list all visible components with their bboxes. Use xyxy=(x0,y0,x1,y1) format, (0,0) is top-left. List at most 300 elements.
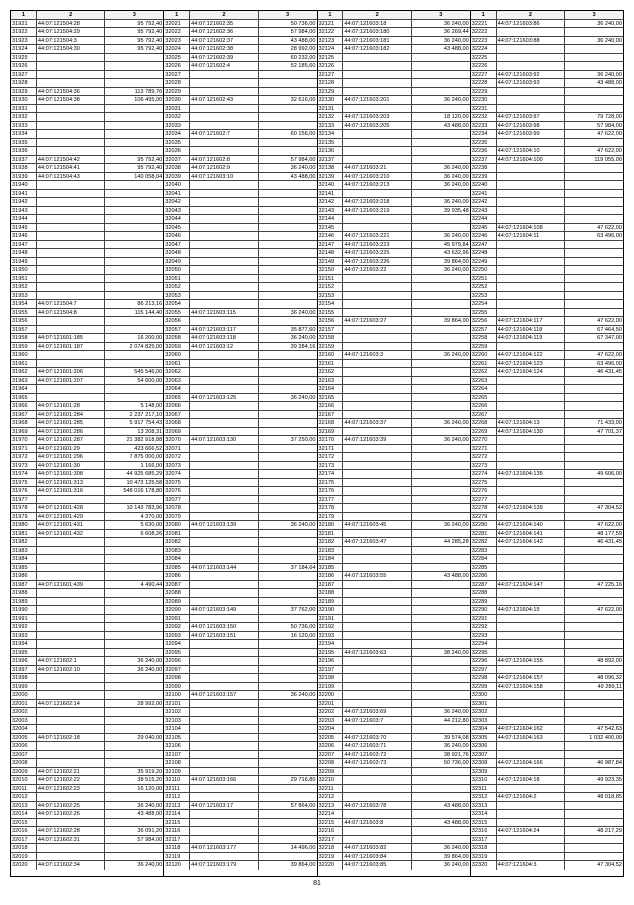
cadastral-number xyxy=(343,385,412,393)
cadastral-number: 44:07:121604:3 xyxy=(497,861,566,870)
value xyxy=(565,640,623,648)
table-row xyxy=(471,564,623,573)
table-row xyxy=(471,751,623,760)
cadastral-number xyxy=(497,555,566,563)
cadastral-number: 44:07:121603:149 xyxy=(190,606,259,614)
cadastral-number: 44:07:121604:147 xyxy=(497,581,566,589)
cadastral-number xyxy=(497,513,566,521)
value: 71 433,00 xyxy=(597,420,622,426)
cadastral-number xyxy=(37,54,106,62)
cadastral-number xyxy=(343,88,412,96)
cadastral-number xyxy=(190,181,259,189)
cadastral-number: 44:07:121604:158 xyxy=(497,683,566,691)
table-row xyxy=(471,776,623,785)
row-number: 32062 xyxy=(164,368,190,376)
value xyxy=(105,708,163,716)
row-number: 32225 xyxy=(471,54,497,62)
cadastral-number xyxy=(190,453,259,461)
table-row xyxy=(471,768,623,777)
table-row xyxy=(471,241,623,250)
cadastral-number xyxy=(190,598,259,606)
header-cell: 1 xyxy=(164,11,190,19)
value xyxy=(105,394,163,402)
row-number: 32102 xyxy=(164,708,190,716)
row-number: 32093 xyxy=(164,632,190,640)
cadastral-number: 44:07:121602:26 xyxy=(37,810,106,818)
value xyxy=(105,54,163,62)
table-row xyxy=(164,496,316,505)
row-number: 32180 xyxy=(318,521,344,529)
value: 47 622,00 xyxy=(597,352,622,358)
value xyxy=(105,598,163,606)
value xyxy=(565,844,623,852)
value: 36 240,00 xyxy=(443,97,469,103)
row-number: 32066 xyxy=(164,402,190,410)
value xyxy=(105,853,163,861)
table-row xyxy=(471,351,623,360)
row-number: 32158 xyxy=(318,334,344,342)
value xyxy=(105,751,163,759)
cadastral-number xyxy=(343,666,412,674)
value xyxy=(412,105,470,113)
row-number: 32299 xyxy=(471,683,497,691)
table-row xyxy=(318,521,470,530)
cadastral-number xyxy=(343,615,412,623)
table-row xyxy=(164,122,316,131)
cadastral-number xyxy=(190,683,259,691)
table-row xyxy=(164,836,316,845)
value xyxy=(565,708,623,716)
table-row xyxy=(318,326,470,335)
register-table xyxy=(10,10,624,877)
row-number: 31991 xyxy=(11,615,37,623)
value: 32 616,00 xyxy=(290,97,316,103)
value: 38 240,00 xyxy=(443,649,469,656)
table-row xyxy=(164,198,316,207)
cadastral-number xyxy=(343,691,412,699)
value xyxy=(259,657,317,665)
row-number: 32009 xyxy=(11,768,37,776)
row-number: 32056 xyxy=(164,317,190,325)
table-row xyxy=(164,640,316,649)
row-number: 31921 xyxy=(11,20,37,28)
table-row xyxy=(11,334,163,343)
value: 29 716,80 xyxy=(290,777,316,783)
cadastral-number xyxy=(190,88,259,96)
value xyxy=(105,232,163,240)
cadastral-number xyxy=(343,504,412,512)
row-number: 32301 xyxy=(471,700,497,708)
table-row xyxy=(471,555,623,564)
cadastral-number xyxy=(497,708,566,716)
row-number: 31941 xyxy=(11,190,37,198)
cadastral-number: 44:07:121603:99 xyxy=(497,130,566,138)
cadastral-number: 44:07:121603:27 xyxy=(343,317,412,325)
table-row xyxy=(164,819,316,828)
row-number: 32151 xyxy=(318,275,344,283)
value xyxy=(412,776,470,784)
cadastral-number xyxy=(343,479,412,487)
table-row xyxy=(318,394,470,403)
row-number: 32185 xyxy=(318,564,344,572)
table-row xyxy=(11,453,163,462)
table-row xyxy=(471,810,623,819)
value xyxy=(565,88,623,96)
table-row xyxy=(318,453,470,462)
value xyxy=(412,156,470,164)
value: 35 919,20 xyxy=(137,768,163,775)
table-row xyxy=(164,343,316,352)
row-number: 32133 xyxy=(318,122,344,130)
value xyxy=(105,572,163,580)
cadastral-number: 44:07:121601:207 xyxy=(37,377,106,385)
row-number: 31998 xyxy=(11,674,37,682)
cadastral-number: 44:07:121603:86 xyxy=(497,20,566,28)
table-row xyxy=(471,79,623,88)
table-row xyxy=(11,351,163,360)
cadastral-number xyxy=(497,751,566,759)
row-number: 32258 xyxy=(471,334,497,342)
row-number: 31982 xyxy=(11,538,37,546)
row-number: 32021 xyxy=(164,20,190,28)
table-row xyxy=(318,785,470,794)
value xyxy=(412,394,470,402)
table-row xyxy=(471,666,623,675)
table-row xyxy=(318,317,470,326)
value xyxy=(565,173,623,181)
table-row xyxy=(471,513,623,522)
value xyxy=(565,691,623,699)
value xyxy=(105,326,163,334)
value xyxy=(105,181,163,189)
cadastral-number xyxy=(190,504,259,512)
value xyxy=(259,402,317,410)
cadastral-number xyxy=(497,564,566,572)
cadastral-number xyxy=(37,615,106,623)
value: 36 240,00 xyxy=(443,437,469,443)
cadastral-number xyxy=(343,428,412,436)
value: 29 040,00 xyxy=(137,734,163,741)
value xyxy=(565,62,623,70)
row-number: 31987 xyxy=(11,581,37,589)
table-row xyxy=(164,368,316,377)
header-cell: 2 xyxy=(497,11,566,19)
row-number: 32130 xyxy=(318,96,344,104)
cadastral-number xyxy=(343,657,412,665)
value: 47 701,37 xyxy=(597,428,622,435)
cadastral-number xyxy=(343,190,412,198)
value xyxy=(259,258,317,266)
cadastral-number: 44:07:121603:10 xyxy=(190,173,259,181)
value xyxy=(412,385,470,393)
value: 48 096,32 xyxy=(597,675,622,681)
value: 36 240,00 xyxy=(290,165,316,171)
cadastral-number xyxy=(343,768,412,776)
value: 46 431,45 xyxy=(597,369,622,375)
table-row xyxy=(11,751,163,760)
cadastral-number xyxy=(190,317,259,325)
cadastral-number: 44:07:121604:24 xyxy=(497,827,566,835)
cadastral-number xyxy=(190,292,259,300)
value: 4 490,44 xyxy=(140,581,163,588)
row-number: 32189 xyxy=(318,598,344,606)
table-row xyxy=(318,71,470,80)
row-number: 32017 xyxy=(11,836,37,844)
value: 39 864,00 xyxy=(290,862,316,868)
row-number: 32026 xyxy=(164,62,190,70)
cadastral-number xyxy=(37,147,106,155)
value xyxy=(259,105,317,113)
value xyxy=(412,827,470,835)
cadastral-number xyxy=(37,139,106,147)
value xyxy=(565,632,623,640)
cadastral-number xyxy=(343,725,412,733)
cadastral-number xyxy=(497,411,566,419)
value xyxy=(565,700,623,708)
cadastral-number xyxy=(37,793,106,801)
row-number: 32028 xyxy=(164,79,190,87)
value xyxy=(105,538,163,546)
table-row xyxy=(471,827,623,836)
row-number: 32092 xyxy=(164,623,190,631)
cadastral-number: 44:07:121604:155 xyxy=(497,657,566,665)
row-number: 31925 xyxy=(11,54,37,62)
table-row xyxy=(471,819,623,828)
table-row xyxy=(11,470,163,479)
row-number: 32106 xyxy=(164,742,190,750)
row-number: 32105 xyxy=(164,734,190,742)
row-number: 32032 xyxy=(164,113,190,121)
table-row xyxy=(164,615,316,624)
table-row xyxy=(318,853,470,862)
row-number: 32319 xyxy=(471,853,497,861)
cadastral-number xyxy=(190,224,259,232)
cadastral-number xyxy=(190,207,259,215)
value xyxy=(105,105,163,113)
cadastral-number xyxy=(37,691,106,699)
value: 36 240,00 xyxy=(443,267,469,273)
value: 48 217,29 xyxy=(597,828,622,834)
row-number: 31922 xyxy=(11,28,37,36)
table-row xyxy=(164,734,316,743)
table-row xyxy=(11,249,163,258)
value xyxy=(412,377,470,385)
table-row xyxy=(471,411,623,420)
value xyxy=(105,147,163,155)
table-row xyxy=(11,513,163,522)
value xyxy=(412,343,470,351)
table-row xyxy=(164,139,316,148)
table-row xyxy=(11,96,163,105)
value: 47 225,16 xyxy=(597,581,622,588)
cadastral-number: 44:07:121604:157 xyxy=(497,674,566,682)
cadastral-number: 44:07:121603:181 xyxy=(343,37,412,45)
table-row xyxy=(164,589,316,598)
value: 48 892,00 xyxy=(597,658,622,664)
table-row xyxy=(164,215,316,224)
cadastral-number xyxy=(343,215,412,223)
cadastral-number: 44:07:121602:7 xyxy=(190,130,259,138)
row-number: 32090 xyxy=(164,606,190,614)
value: 63 496,00 xyxy=(597,233,622,239)
row-number: 32191 xyxy=(318,615,344,623)
value: 57 864,00 xyxy=(290,802,316,809)
cadastral-number xyxy=(343,810,412,818)
table-row xyxy=(471,445,623,454)
value xyxy=(105,793,163,801)
value: 37 250,00 xyxy=(290,437,316,443)
row-number: 31956 xyxy=(11,317,37,325)
table-row xyxy=(164,649,316,658)
row-number: 32079 xyxy=(164,513,190,521)
row-number: 32010 xyxy=(11,776,37,784)
value: 28 992,00 xyxy=(137,700,163,707)
table-row xyxy=(318,632,470,641)
row-number: 32076 xyxy=(164,487,190,495)
cadastral-number xyxy=(37,266,106,274)
cadastral-number: 44:07:121603:151 xyxy=(190,632,259,640)
row-number: 32002 xyxy=(11,708,37,716)
row-number: 32132 xyxy=(318,113,344,121)
cadastral-number: 44:07:121603:22 xyxy=(343,266,412,274)
row-number: 32108 xyxy=(164,759,190,767)
row-number: 32181 xyxy=(318,530,344,538)
cadastral-number xyxy=(343,54,412,62)
row-number: 32224 xyxy=(471,45,497,53)
table-row xyxy=(471,674,623,683)
row-number: 32036 xyxy=(164,147,190,155)
table-row xyxy=(471,589,623,598)
table-row xyxy=(164,411,316,420)
value xyxy=(412,564,470,572)
table-row xyxy=(471,147,623,156)
row-number: 31932 xyxy=(11,113,37,121)
table-row xyxy=(318,292,470,301)
table-row xyxy=(471,504,623,513)
cadastral-number: 44:07:121603:125 xyxy=(190,394,259,402)
table-row xyxy=(164,402,316,411)
row-number: 32159 xyxy=(318,343,344,351)
value: 10 143 783,96 xyxy=(126,505,163,511)
table-row xyxy=(164,241,316,250)
cadastral-number xyxy=(190,428,259,436)
value: 106 495,00 xyxy=(134,97,163,103)
value: 36 240,00 xyxy=(443,20,469,27)
header-cell: 1 xyxy=(11,11,37,19)
row-number: 32212 xyxy=(318,793,344,801)
row-number: 32288 xyxy=(471,589,497,597)
row-number: 32204 xyxy=(318,725,344,733)
value: 47 622,00 xyxy=(597,224,622,231)
cadastral-number: 44:07:121604:142 xyxy=(497,538,566,546)
cadastral-number: 44:07:121603:55 xyxy=(343,572,412,580)
row-number: 32149 xyxy=(318,258,344,266)
row-number: 32259 xyxy=(471,343,497,351)
cadastral-number: 44:07:121603:21 xyxy=(343,164,412,172)
table-row xyxy=(11,266,163,275)
value xyxy=(259,147,317,155)
value xyxy=(565,589,623,597)
value xyxy=(259,572,317,580)
row-number: 32293 xyxy=(471,632,497,640)
value xyxy=(105,266,163,274)
row-number: 31923 xyxy=(11,37,37,45)
value xyxy=(412,691,470,699)
table-row xyxy=(11,547,163,556)
row-number: 31960 xyxy=(11,351,37,359)
value xyxy=(565,292,623,300)
table-row xyxy=(471,37,623,46)
cadastral-number xyxy=(190,827,259,835)
cadastral-number xyxy=(343,827,412,835)
row-number: 32136 xyxy=(318,147,344,155)
row-number: 32086 xyxy=(164,572,190,580)
row-number: 32297 xyxy=(471,666,497,674)
cadastral-number: 44:07:121604:124 xyxy=(497,368,566,376)
cadastral-number: 44:07:121602:38 xyxy=(190,45,259,53)
value xyxy=(565,445,623,453)
row-number: 31963 xyxy=(11,377,37,385)
value xyxy=(565,377,623,385)
value xyxy=(565,241,623,249)
value xyxy=(565,207,623,215)
value: 2 237 217,10 xyxy=(129,411,163,418)
row-number: 32034 xyxy=(164,130,190,138)
value xyxy=(259,547,317,555)
cadastral-number xyxy=(190,810,259,818)
cadastral-number xyxy=(37,853,106,861)
cadastral-number xyxy=(497,615,566,623)
table-row xyxy=(471,385,623,394)
row-number: 32134 xyxy=(318,130,344,138)
row-number: 32058 xyxy=(164,334,190,342)
table-row xyxy=(471,734,623,743)
row-number: 32019 xyxy=(11,853,37,861)
value xyxy=(259,351,317,359)
table-row xyxy=(318,530,470,539)
value xyxy=(565,836,623,844)
row-number: 32054 xyxy=(164,300,190,308)
row-number: 32201 xyxy=(318,700,344,708)
row-number: 32291 xyxy=(471,615,497,623)
cadastral-number xyxy=(37,130,106,138)
row-number: 31988 xyxy=(11,589,37,597)
table-row xyxy=(471,394,623,403)
table-row xyxy=(164,657,316,666)
cadastral-number xyxy=(343,836,412,844)
cadastral-number: 44:07:121601:206 xyxy=(37,368,106,376)
row-number: 32124 xyxy=(318,45,344,53)
table-row xyxy=(318,674,470,683)
cadastral-number xyxy=(190,640,259,648)
table-row xyxy=(471,20,623,29)
value: 36 240,00 xyxy=(443,420,469,426)
value xyxy=(259,615,317,623)
table-row xyxy=(11,207,163,216)
cadastral-number xyxy=(37,224,106,232)
cadastral-number xyxy=(343,640,412,648)
value xyxy=(259,283,317,291)
value: 95 792,40 xyxy=(137,156,163,163)
cadastral-number xyxy=(190,105,259,113)
header-row xyxy=(11,11,163,20)
value xyxy=(565,215,623,223)
row-number: 32267 xyxy=(471,411,497,419)
cadastral-number xyxy=(190,785,259,793)
cadastral-number xyxy=(343,377,412,385)
cadastral-number xyxy=(190,368,259,376)
row-number: 32117 xyxy=(164,836,190,844)
